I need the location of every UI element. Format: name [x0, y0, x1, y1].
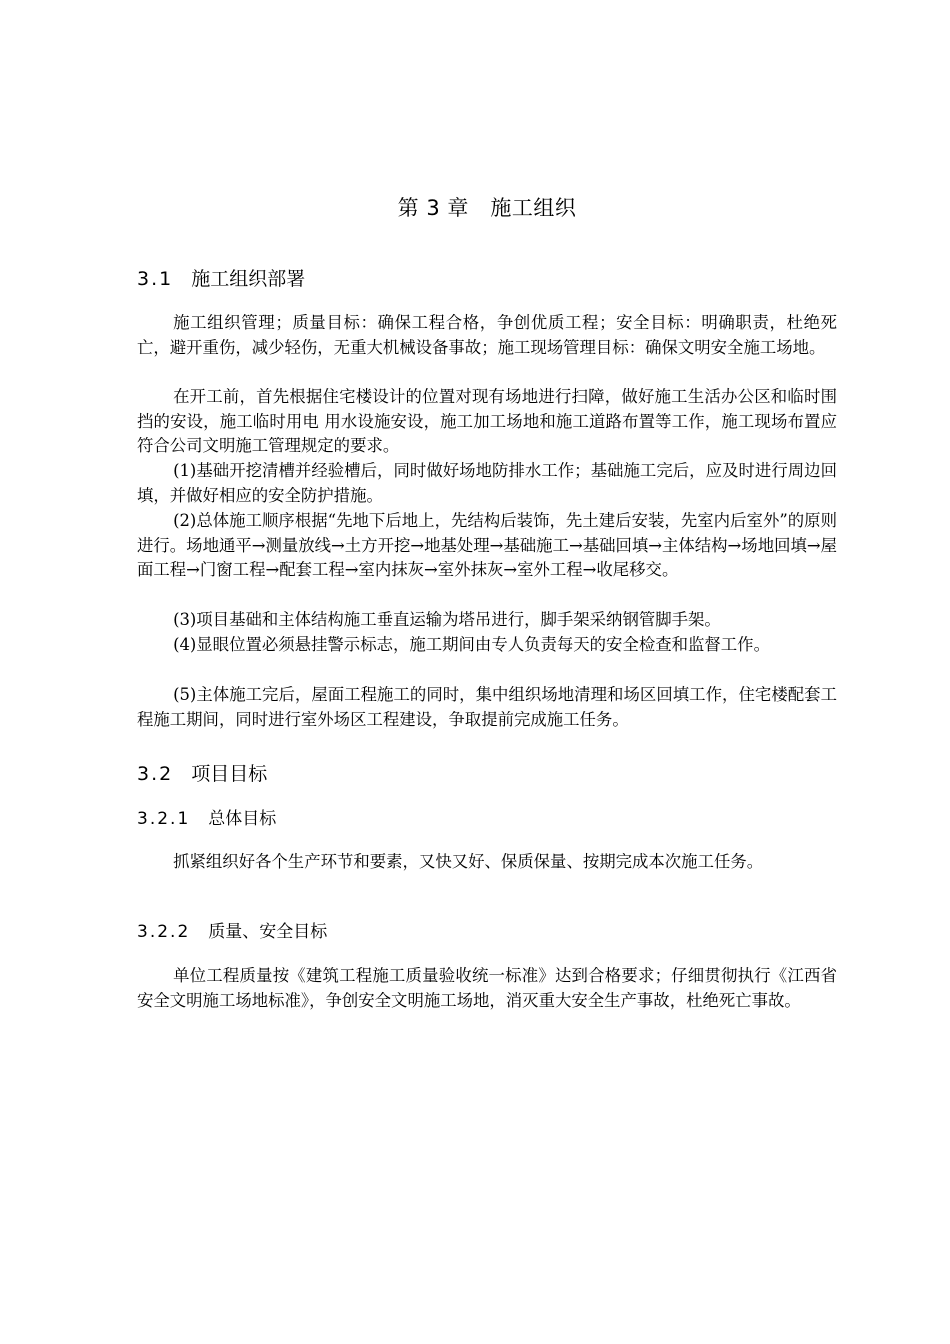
- section-heading-3-2: [137, 761, 267, 787]
- section-number: 3.2: [137, 763, 174, 785]
- paragraph: 在开工前，首先根据住宅楼设计的位置对现有场地进行扫障，做好施工生活办公区和临时围挡的安设，施工临时用电 用水设施安设，施工加工场地和施工道路布置等工作，施工现场布置应符合公司文明施工管理规定的要求。: [137, 387, 837, 456]
- paragraph: (4)显眼位置必须悬挂警示标志，施工期间由专人负责每天的安全检查和监督工作。: [173, 635, 770, 654]
- subsection-title: 质量、安全目标: [208, 922, 328, 942]
- paragraph: (2)总体施工顺序根据“先地下后地上，先结构后装饰，先土建后安装，先室内后室外”的原则进行。场地通平→测量放线→土方开挖→地基处理→基础施工→基础回填→主体结构→场地回填→屋面工程→门窗工程→配套工程→室内抹灰→室外抹灰→室外工程→收尾移交。: [137, 511, 837, 580]
- section-heading-3-1: [137, 266, 305, 292]
- subsection-number: 3.2.2: [137, 922, 191, 942]
- subsection-title: 总体目标: [208, 809, 277, 829]
- section-title: 施工组织部署: [191, 268, 306, 290]
- paragraph: (3)项目基础和主体结构施工垂直运输为塔吊进行，脚手架采纳钢管脚手架。: [173, 610, 721, 629]
- paragraph: 施工组织管理；质量目标：确保工程合格，争创优质工程；安全目标：明确职责，杜绝死亡，避开重伤，减少轻伤，无重大机械设备事故；施工现场管理目标：确保文明安全施工场地。: [137, 313, 837, 357]
- subsection-heading-3-2-1: [137, 807, 276, 831]
- paragraph: 单位工程质量按《建筑工程施工质量验收统一标准》达到合格要求；仔细贯彻执行《江西省安全文明施工场地标准》，争创安全文明施工场地，消灭重大安全生产事故，杜绝死亡事故。: [137, 966, 837, 1010]
- section-title: 项目目标: [191, 763, 268, 785]
- subsection-heading-3-2-2: [137, 920, 327, 944]
- paragraph: (5)主体施工完后，屋面工程施工的同时，集中组织场地清理和场区回填工作，住宅楼配套工程施工期间，同时进行室外场区工程建设，争取提前完成施工任务。: [137, 685, 837, 729]
- paragraph: (1)基础开挖清槽并经验槽后，同时做好场地防排水工作；基础施工完后，应及时进行周边回填，并做好相应的安全防护措施。: [137, 461, 837, 505]
- section-number: 3.1: [137, 268, 174, 290]
- chapter-title: 第 3 章 施工组织: [397, 196, 577, 220]
- subsection-number: 3.2.1: [137, 809, 191, 829]
- paragraph: 抓紧组织好各个生产环节和要素，又快又好、保质保量、按期完成本次施工任务。: [173, 852, 764, 871]
